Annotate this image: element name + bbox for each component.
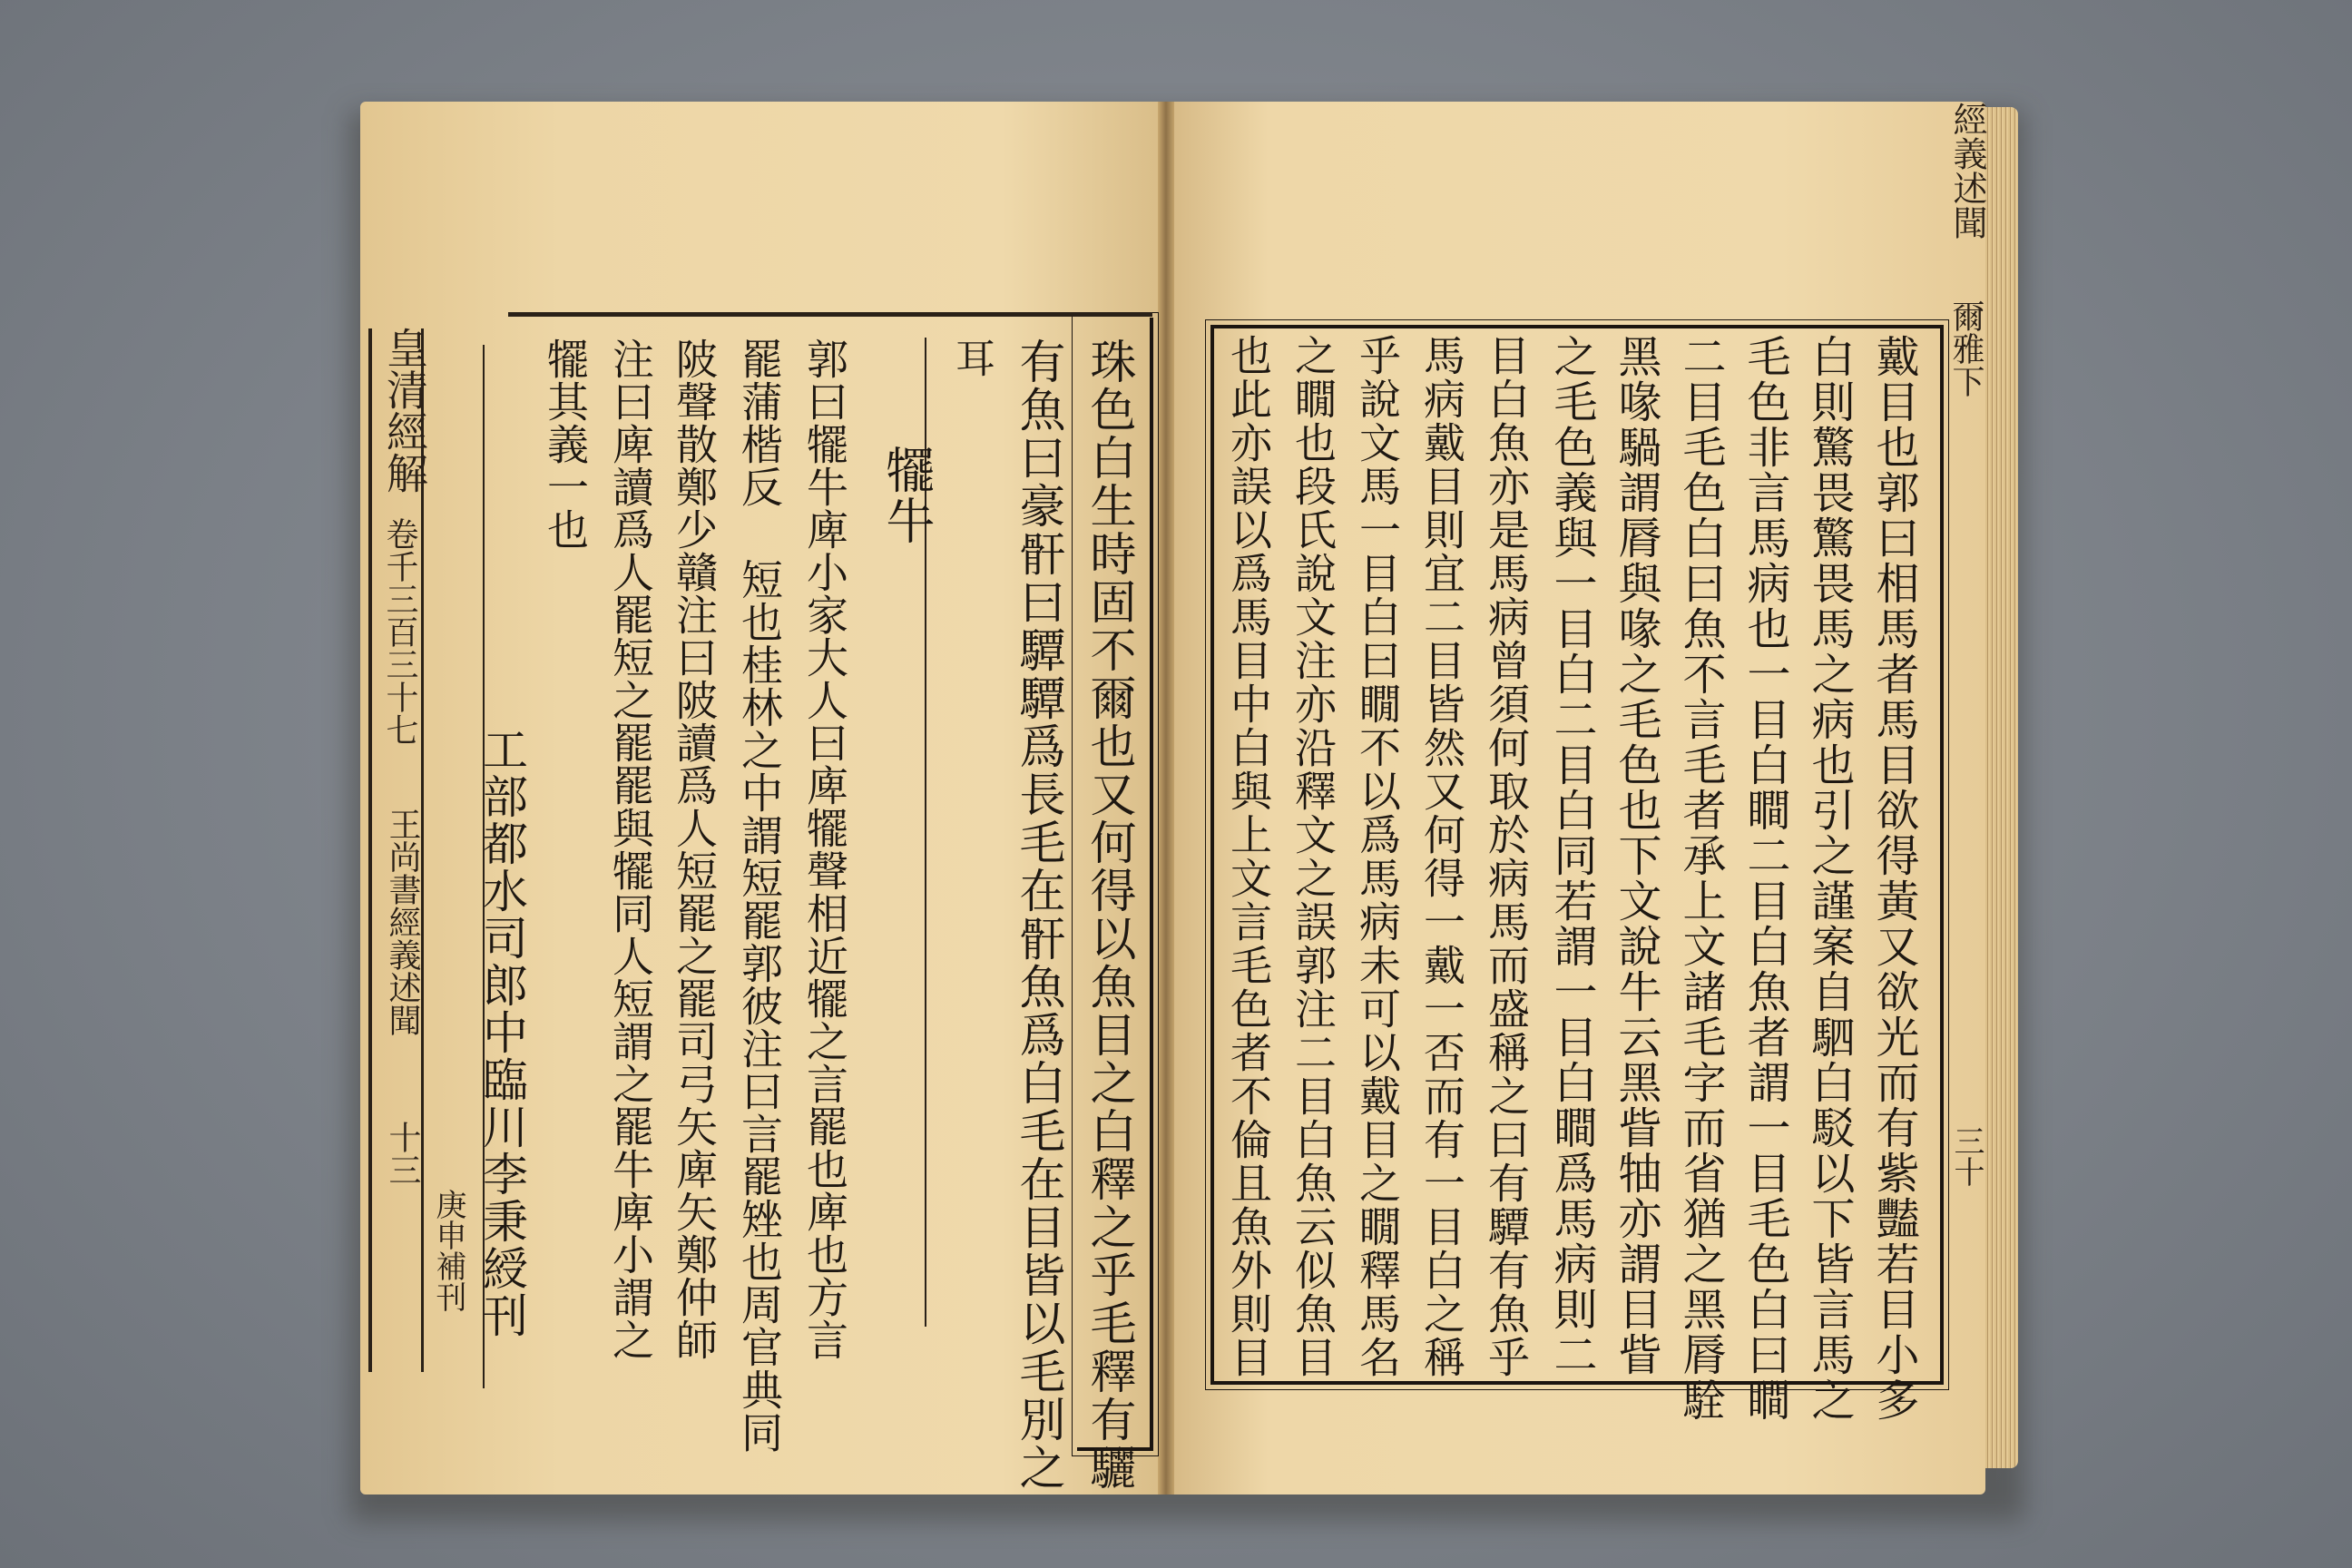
right-margin-folio: 三十 (1948, 1125, 1984, 1187)
page-edges (1985, 107, 2018, 1468)
left-margin-title: 皇清經解 (380, 327, 429, 494)
left-col-5: 郭曰犤牛庳小家大人曰庳犤聲相近犤之言罷也庳也方言 (800, 338, 849, 1361)
right-margin-chapter: 爾雅下 (1947, 299, 1984, 397)
book-gutter (1158, 102, 1174, 1494)
left-margin-volume: 卷千三百三十七 (381, 517, 418, 746)
left-col-1: 珠色白生時固不爾也又何得以魚目之白釋之乎毛釋有驪 (1082, 338, 1135, 1492)
right-col-6: 之毛色義與一目白二目白同若謂一目白瞷爲馬病則二 (1546, 334, 1597, 1377)
right-col-5: 黑喙騧謂脣與喙之毛色也下文說牛云黑眥牰亦謂目眥 (1611, 334, 1661, 1377)
right-col-9: 乎說文馬一目白曰瞯不以爲馬病未可以戴目之瞯釋馬名 (1353, 334, 1402, 1379)
left-col-2: 有魚曰豪骭曰驔驔爲長毛在骭魚爲白毛在目皆以毛別之 (1011, 338, 1064, 1492)
right-col-8: 馬病戴目則宜二目皆然又何得一戴一否而有一目白之稱 (1417, 334, 1466, 1379)
right-col-1: 戴目也郭曰相馬者馬目欲得黃又欲光而有紫豔若目小多 (1868, 334, 1919, 1423)
left-margin-folio: 十三 (384, 1121, 421, 1186)
left-margin-note: 庚申補刊 (430, 1189, 466, 1312)
right-col-2: 白則驚畏驚畏馬之病也引之謹案自駟白駁以下皆言馬之 (1804, 334, 1855, 1423)
left-col-7: 陂聲散鄭少贛注曰陂讀爲人短罷之罷司弓矢庳矢鄭仲師 (670, 338, 719, 1361)
right-col-7: 目白魚亦是馬病曾須何取於病馬而盛稱之曰有驔有魚乎 (1482, 334, 1531, 1379)
left-col-8: 注曰庳讀爲人罷短之罷罷與犤同人短謂之罷牛庳小謂之 (606, 338, 655, 1361)
right-margin-work: 經義述聞 (1947, 102, 1987, 240)
right-col-10: 之瞯也段氏說文注亦沿釋文之誤郭注二目白魚云似魚目 (1289, 334, 1338, 1379)
right-col-4: 二目毛色白曰魚不言毛者承上文諸毛字而省猶之黑脣駩 (1675, 334, 1726, 1423)
left-col-9: 犤其義一也 (541, 338, 590, 551)
left-margin-rule-1 (368, 328, 372, 1372)
left-col-4: 犤牛 (878, 445, 936, 546)
left-colophon: 工部都水司郎中臨川李秉綬刊 (475, 726, 528, 1339)
left-margin-work: 王尚書經義述聞 (384, 808, 421, 1036)
left-top-rule (508, 312, 1152, 317)
left-col-3: 耳 (948, 338, 995, 379)
right-col-3: 毛色非言馬病也一目白瞷二目白魚者謂一目毛色白曰瞷 (1740, 334, 1790, 1423)
right-col-11: 也此亦誤以爲馬目中白與上文言毛色者不倫且魚外則目 (1224, 334, 1273, 1379)
left-col-6: 罷蒲楷反 短也桂林之中謂短罷郭彼注曰言罷矬也周官典同 (735, 338, 784, 1454)
